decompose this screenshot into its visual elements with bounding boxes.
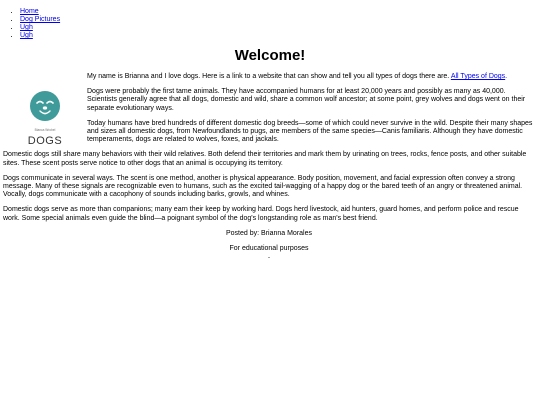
paragraph-4: Dogs communicate in several ways. The scent is one method, another is physical appearance. Body position, movement, and facial expression often convey a strong message. Many of these signals are recognizable even to humans, such as the excited tail-wagging of a happy dog or the bared teeth of an angry or threatened animal. Vocally, dogs communicate with a cacophony of sounds including barks, growls, and whines.	[3, 174, 523, 199]
page-title: Welcome!	[234, 47, 306, 64]
paragraph-5: Domestic dogs serve as more than companions; many earn their keep by working hard. Dogs herd livestock, aid hunters, guard homes, and perform police and rescue work. Some special animals even guide the blind—a poignant symbol of the dog's longstanding role as man's best friend.	[3, 206, 519, 222]
footer-dash: -	[268, 255, 270, 262]
posted-by: Posted by: Brianna Morales	[226, 229, 312, 237]
nav-link-home[interactable]: Home	[20, 8, 39, 15]
logo-spacer	[3, 73, 87, 143]
logo-small-text: Bianca Wrobel	[34, 128, 56, 132]
nav-list	[0, 8, 60, 40]
nav-item-home	[20, 8, 60, 16]
main-content	[3, 73, 535, 269]
nav-item-ugh-1	[20, 24, 60, 32]
nav-link-ugh-2[interactable]: Ugh	[20, 32, 33, 39]
paragraph-3: Domestic dogs still share many behaviors with their wild relatives. Both defend their territories and mark them by urinating on trees, rocks, fence posts, and other suitable sites. These scent posts serve notice to other dogs that an animal is occupying its territory.	[3, 151, 527, 167]
intro-end: .	[505, 73, 508, 80]
educational-purposes: For educational purposes	[229, 245, 309, 253]
all-types-of-dogs-link[interactable]: All Types of Dogs	[450, 73, 506, 80]
logo-big-text: DOGS	[27, 135, 63, 147]
paragraph-2: Today humans have bred hundreds of different domestic dog breeds—some of which could never survive in the wild. Despite their many shapes and sizes all domestic dogs, from Newfoundlands to pugs, are members of the same species—Canis familiaris. Although they have domestic temperaments, dogs are related to wolves, foxes, and jackals.	[87, 119, 533, 144]
nav-item-dog-pictures	[20, 16, 60, 24]
nav-item-ugh-2	[20, 32, 60, 40]
paragraph-1: Dogs were probably the first tame animals. They have accompanied humans for at least 20,000 years and possibly as many as 40,000. Scientists generally agree that all dogs, domestic and wild, share a common wolf ancestor; at some point, grey wolves and dogs went on their separate evolutionary ways.	[87, 88, 526, 112]
nav-link-dog-pictures[interactable]: Dog Pictures	[20, 16, 61, 23]
nav-link-ugh-1[interactable]: Ugh	[20, 24, 33, 31]
intro-text: My name is Brianna and I love dogs. Here is a link to a website that can show and tell you all types of dogs there are.	[87, 73, 450, 80]
